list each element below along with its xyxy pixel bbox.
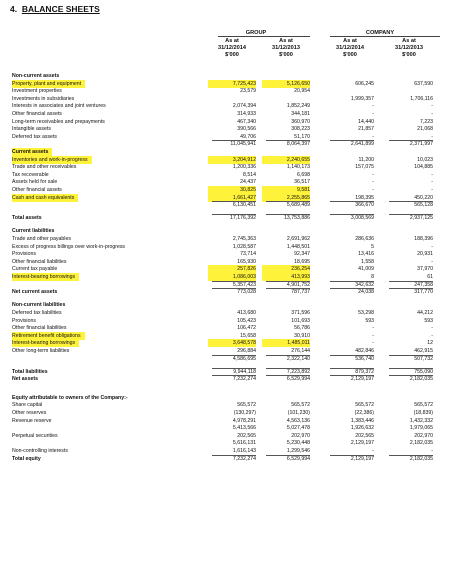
cell-value: 18,695 — [294, 258, 310, 265]
row-label: Current tax payable — [12, 266, 58, 273]
row-label: Other reserves — [12, 410, 47, 416]
row-label: Share capital — [12, 402, 43, 409]
row-label: Net current assets — [12, 289, 58, 296]
cell-value: 1,432,332 — [409, 417, 433, 424]
cell-value: - — [431, 243, 433, 250]
cell-value: - — [431, 111, 433, 117]
row-label: Retirement benefit obligations — [12, 332, 85, 340]
cell-value: 2,129,197 — [350, 376, 374, 383]
row-label: Equity attributable to owners of the Company:- — [12, 394, 128, 401]
row-label: Other financial liabilities — [12, 325, 67, 332]
cell-value: 17,176,392 — [230, 215, 256, 222]
cell-value: 565,128 — [414, 202, 433, 209]
cell-value: 2,129,197 — [350, 455, 374, 462]
row-label: Net assets — [12, 376, 38, 383]
cell-value: - — [372, 133, 374, 140]
cell-value: 1,200,336 — [232, 164, 256, 171]
cell-value: 4,978,291 — [232, 417, 256, 424]
cell-value: - — [431, 171, 433, 178]
sum-rule — [212, 214, 256, 215]
cell-value: 8 — [371, 274, 374, 280]
row-label: Provisions — [12, 251, 36, 258]
row-label: Interest-bearing borrowings — [12, 339, 79, 347]
cell-value: 1,616,143 — [232, 448, 256, 454]
cell-value: 30,910 — [294, 332, 310, 339]
cell-value: 7,223,892 — [286, 368, 310, 375]
sum-rule — [212, 368, 256, 369]
cell-value: 6,529,994 — [286, 376, 310, 383]
cell-value: 7,223 — [420, 118, 433, 125]
row-label: Other financial assets — [12, 111, 62, 117]
cell-value: (130,297) — [233, 410, 256, 416]
cell-value: 202,565 — [355, 432, 374, 439]
cell-value: 1,852,249 — [286, 103, 310, 110]
row-label: Intangible assets — [12, 126, 51, 133]
cell-value: 2,074,394 — [232, 103, 256, 110]
cell-value: - — [431, 332, 433, 339]
sum-rule — [330, 375, 374, 376]
column-header-line: $'000 — [279, 52, 293, 58]
cell-value: 36,517 — [294, 179, 310, 186]
cell-value: 276,144 — [291, 347, 310, 354]
cell-value: 787,737 — [291, 289, 310, 296]
column-header-line: As at — [402, 38, 416, 44]
cell-value: 507,732 — [414, 355, 433, 362]
row-label: Total equity — [12, 455, 41, 462]
cell-value: 11,200 — [358, 156, 374, 163]
cell-value: 106,472 — [237, 325, 256, 332]
cell-value: 637,590 — [414, 80, 433, 87]
section-title-text: BALANCE SHEETS — [21, 4, 100, 14]
sum-rule — [212, 288, 256, 289]
cell-value: 462,915 — [414, 347, 433, 354]
cell-value: 1,999,357 — [350, 95, 374, 102]
sum-rule — [266, 368, 310, 369]
sum-rule — [389, 368, 433, 369]
cell-value: 2,371,997 — [409, 141, 433, 148]
cell-value: 165,930 — [237, 258, 256, 265]
cell-value: 12 — [427, 340, 433, 347]
cell-value: 755,090 — [414, 368, 433, 375]
column-header-line: As at — [343, 38, 357, 44]
sum-rule — [389, 281, 433, 282]
row-label: Property, plant and equipment — [12, 80, 85, 88]
cell-value: 5,616,131 — [232, 440, 256, 447]
row-label: Current liabilities — [12, 228, 55, 235]
cell-value: 61 — [427, 274, 433, 280]
cell-value: 360,970 — [291, 118, 310, 125]
cell-value: 104,885 — [414, 164, 433, 171]
row-label: Cash and cash equivalents — [12, 194, 78, 202]
cell-value: 51,170 — [294, 133, 310, 140]
column-header-line: $'000 — [402, 52, 416, 58]
cell-value: 9,581 — [262, 186, 310, 194]
cell-value: 105,423 — [237, 317, 256, 324]
column-header-line: $'000 — [343, 52, 357, 58]
cell-value: 593 — [424, 317, 433, 324]
cell-value: 5,689,489 — [286, 202, 310, 209]
sum-rule — [330, 368, 374, 369]
sum-rule — [212, 455, 256, 456]
row-label: Tax recoverable — [12, 171, 49, 178]
column-header-line: As at — [279, 38, 293, 44]
section-title — [10, 4, 100, 14]
cell-value: 314,933 — [237, 111, 256, 117]
cell-value: - — [372, 332, 374, 339]
column-header-line: 31/12/2014 — [336, 45, 364, 51]
cell-value: 7,725,423 — [208, 80, 256, 88]
cell-value: 5 — [371, 243, 374, 250]
cell-value: 8,064,397 — [286, 141, 310, 148]
sum-rule — [389, 214, 433, 215]
cell-value: 565,572 — [414, 402, 433, 409]
cell-value: 1,979,065 — [409, 425, 433, 432]
group-header-rule — [218, 36, 310, 37]
row-label: Trade and other receivables — [12, 164, 77, 171]
cell-value: 6,698 — [297, 171, 310, 178]
row-label: Revenue reserve — [12, 417, 52, 424]
cell-value: 1,706,116 — [410, 95, 433, 102]
cell-value: 1,383,446 — [350, 417, 374, 424]
cell-value: 317,770 — [414, 289, 433, 296]
cell-value: 5,230,448 — [286, 440, 310, 447]
cell-value: 2,182,035 — [409, 440, 433, 447]
cell-value: - — [372, 448, 374, 454]
row-label: Inventories and work-in-progress — [12, 156, 92, 164]
cell-value: 41,009 — [358, 266, 374, 273]
cell-value: 3,648,578 — [208, 339, 256, 347]
sum-rule — [266, 288, 310, 289]
cell-value: - — [372, 103, 374, 110]
cell-value: 565,572 — [291, 402, 310, 409]
cell-value: 92,347 — [294, 251, 310, 258]
column-header-line: 31/12/2014 — [218, 45, 246, 51]
sum-rule — [330, 201, 374, 202]
cell-value: 257,826 — [208, 265, 256, 273]
group-header: GROUP — [245, 30, 267, 36]
row-label: Trade and other payables — [12, 236, 71, 242]
cell-value: 4,586,695 — [232, 355, 256, 362]
sum-rule — [266, 214, 310, 215]
sum-rule — [330, 281, 374, 282]
sum-rule — [330, 455, 374, 456]
row-label: Provisions — [12, 317, 36, 324]
cell-value: - — [372, 111, 374, 117]
cell-value: 21,857 — [358, 126, 374, 133]
cell-value: (18,839) — [413, 410, 433, 416]
cell-value: 2,255,865 — [262, 194, 310, 202]
cell-value: 450,220 — [414, 194, 433, 201]
cell-value: 37,970 — [417, 266, 433, 273]
cell-value: 24,437 — [240, 179, 256, 186]
row-label: Non-controlling interests — [12, 448, 68, 454]
cell-value: 371,596 — [291, 309, 310, 316]
cell-value: 188,396 — [414, 236, 433, 242]
cell-value: 30,825 — [208, 186, 256, 194]
cell-value: (22,386) — [354, 410, 374, 416]
row-label: Other financial assets — [12, 187, 62, 193]
cell-value: 20,931 — [417, 251, 433, 258]
row-label: Other financial liabilities — [12, 258, 67, 265]
cell-value: - — [372, 187, 374, 193]
cell-value: 7,232,274 — [232, 376, 256, 383]
column-header — [385, 38, 433, 59]
row-label: Investment properties — [12, 88, 62, 95]
sum-rule — [266, 355, 310, 356]
cell-value: - — [431, 448, 433, 454]
cell-value: - — [431, 133, 433, 140]
row-label: Deferred tax assets — [12, 133, 57, 140]
section-number: 4. — [10, 4, 18, 14]
cell-value: 2,129,197 — [350, 440, 374, 447]
cell-value: - — [372, 325, 374, 332]
sum-rule — [389, 140, 433, 141]
cell-value: 286,636 — [355, 236, 374, 242]
row-label: Total liabilities — [12, 368, 48, 375]
cell-value: 482,846 — [355, 347, 374, 354]
sum-rule — [212, 201, 256, 202]
row-label: Investments in subsidiaries — [12, 95, 75, 102]
cell-value: 344,181 — [291, 111, 310, 117]
cell-value: 6,130,451 — [232, 202, 256, 209]
cell-value: 7,232,274 — [232, 455, 256, 462]
column-header — [326, 38, 374, 59]
sum-rule — [266, 281, 310, 282]
sum-rule — [330, 214, 374, 215]
row-label: Interests in associates and joint ventures — [12, 103, 106, 110]
sum-rule — [266, 375, 310, 376]
column-header-line: 31/12/2013 — [272, 45, 300, 51]
sum-rule — [389, 288, 433, 289]
cell-value: 2,182,035 — [409, 376, 433, 383]
cell-value: 247,358 — [414, 281, 433, 288]
row-label: Non-current liabilities — [12, 302, 66, 309]
sum-rule — [212, 140, 256, 141]
sum-rule — [212, 281, 256, 282]
cell-value: 44,212 — [417, 309, 433, 316]
column-header — [208, 38, 256, 59]
row-label: Excess of progress billings over work-in-progress — [12, 243, 126, 250]
cell-value: 413,993 — [262, 273, 310, 281]
row-label: Deferred tax liabilities — [12, 309, 62, 316]
cell-value: 2,322,140 — [286, 355, 310, 362]
cell-value: 9,944,118 — [233, 368, 256, 375]
cell-value: 1,926,632 — [350, 425, 374, 432]
sum-rule — [389, 375, 433, 376]
cell-value: 3,008,569 — [350, 215, 374, 222]
cell-value: 5,413,566 — [232, 425, 256, 432]
sum-rule — [266, 140, 310, 141]
column-header — [262, 38, 310, 59]
sum-rule — [212, 355, 256, 356]
cell-value: - — [431, 179, 433, 186]
cell-value: - — [372, 340, 374, 347]
cell-value: 53,298 — [358, 309, 374, 316]
cell-value: 5,357,423 — [232, 281, 256, 288]
sum-rule — [330, 288, 374, 289]
sum-rule — [389, 355, 433, 356]
column-header-line: As at — [225, 38, 239, 44]
cell-value: 342,632 — [355, 281, 374, 288]
table-row — [0, 455, 453, 463]
cell-value: 1,086,003 — [208, 273, 256, 281]
sum-rule — [389, 455, 433, 456]
sum-rule — [330, 355, 374, 356]
sum-rule — [266, 455, 310, 456]
cell-value: 2,641,899 — [350, 141, 374, 148]
cell-value: 198,395 — [355, 194, 374, 201]
cell-value: 593 — [365, 317, 374, 324]
cell-value: 879,372 — [355, 368, 374, 375]
row-label: Long-term receivables and prepayments — [12, 118, 105, 125]
company-header-rule — [330, 36, 440, 37]
cell-value: 536,740 — [355, 355, 374, 362]
cell-value: 3,204,912 — [208, 156, 256, 164]
cell-value: (101,230) — [287, 410, 310, 416]
cell-value: - — [431, 103, 433, 110]
cell-value: 2,240,655 — [262, 156, 310, 164]
cell-value: 1,140,173 — [286, 164, 310, 171]
cell-value: 11,045,941 — [230, 141, 256, 148]
cell-value: 4,901,752 — [286, 281, 310, 288]
cell-value: 10,023 — [417, 156, 433, 163]
cell-value: 202,565 — [237, 432, 256, 439]
cell-value: 606,245 — [355, 80, 374, 87]
cell-value: 20,954 — [294, 88, 310, 95]
cell-value: 773,028 — [237, 289, 256, 296]
cell-value: 2,182,035 — [409, 455, 433, 462]
cell-value: 8,514 — [243, 171, 256, 178]
cell-value: 101,693 — [291, 317, 310, 324]
row-label: Interest-bearing borrowings — [12, 273, 79, 281]
cell-value: 202,970 — [414, 432, 433, 439]
cell-value: 236,254 — [262, 265, 310, 273]
cell-value: 13,753,886 — [284, 215, 310, 222]
cell-value: 366,670 — [355, 202, 374, 209]
company-header: COMPANY — [365, 30, 395, 36]
sum-rule — [266, 201, 310, 202]
cell-value: 4,563,136 — [286, 417, 310, 424]
cell-value: 467,340 — [237, 118, 256, 125]
cell-value: 390,566 — [237, 126, 256, 133]
cell-value: 21,068 — [417, 126, 433, 133]
cell-value: 296,884 — [237, 347, 256, 354]
cell-value: - — [431, 258, 433, 265]
cell-value: 1,661,427 — [208, 194, 256, 202]
sum-rule — [389, 201, 433, 202]
cell-value: 15,658 — [240, 332, 256, 339]
cell-value: 1,485,011 — [262, 339, 310, 347]
column-header-line: $'000 — [225, 52, 239, 58]
cell-value: - — [431, 325, 433, 332]
cell-value: 23,579 — [240, 88, 256, 95]
row-label: Total assets — [12, 215, 42, 222]
sum-rule — [212, 375, 256, 376]
cell-value: 14,440 — [358, 118, 374, 125]
row-label: Current assets — [12, 148, 52, 156]
cell-value: 565,572 — [355, 402, 374, 409]
cell-value: 2,691,962 — [286, 236, 310, 242]
cell-value: 5,027,478 — [286, 425, 310, 432]
cell-value: 1,028,587 — [232, 243, 256, 250]
cell-value: - — [431, 187, 433, 193]
cell-value: 157,075 — [355, 164, 374, 171]
cell-value: 5,126,650 — [262, 80, 310, 88]
cell-value: 1,448,501 — [286, 243, 310, 250]
cell-value: 56,786 — [294, 325, 310, 332]
sum-rule — [330, 140, 374, 141]
cell-value: 73,714 — [240, 251, 256, 258]
cell-value: 6,529,994 — [286, 455, 310, 462]
cell-value: 565,572 — [237, 402, 256, 409]
row-label: Assets held for sale — [12, 179, 58, 186]
row-label: Perpetual securities — [12, 432, 58, 439]
cell-value: 202,970 — [291, 432, 310, 439]
cell-value: - — [372, 171, 374, 178]
cell-value: 1,558 — [361, 258, 374, 265]
cell-value: 308,223 — [291, 126, 310, 133]
cell-value: 24,038 — [358, 289, 374, 296]
column-header-line: 31/12/2013 — [395, 45, 423, 51]
cell-value: 1,299,546 — [286, 448, 310, 454]
cell-value: 2,937,125 — [409, 215, 433, 222]
cell-value: 413,680 — [237, 309, 256, 316]
cell-value: 13,416 — [358, 251, 374, 258]
row-label: Other long-term liabilities — [12, 347, 70, 354]
row-label: Non-current assets — [12, 73, 60, 79]
cell-value: - — [372, 179, 374, 186]
cell-value: 49,706 — [240, 133, 256, 140]
cell-value: 2,745,363 — [232, 236, 256, 242]
